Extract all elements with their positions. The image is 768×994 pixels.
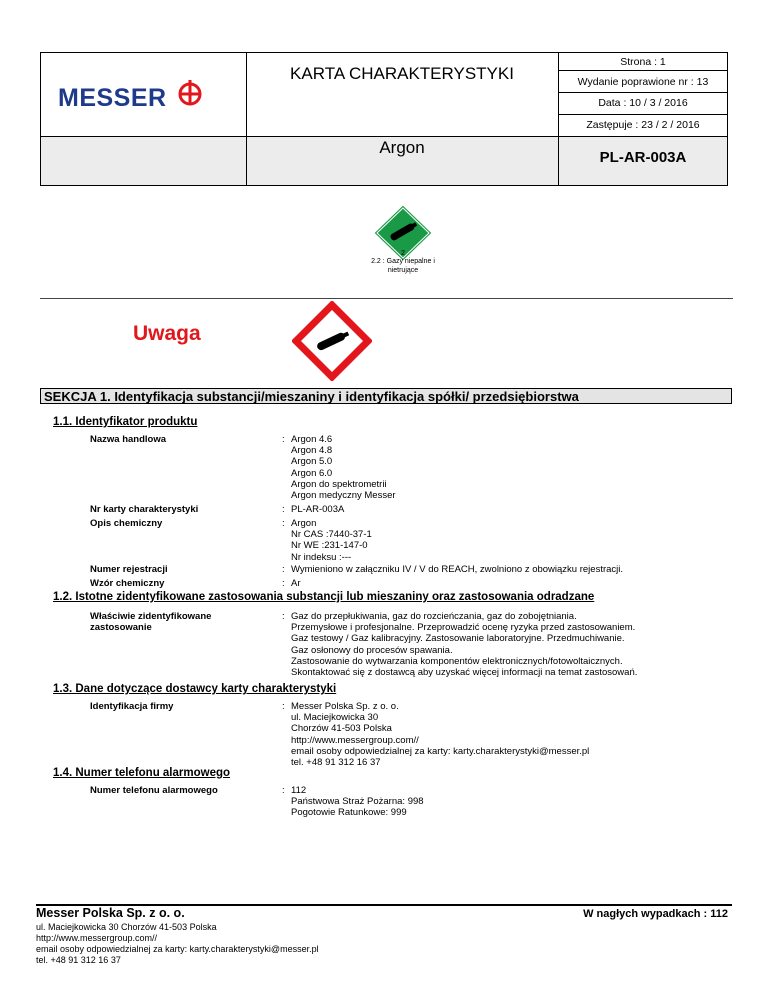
colon: : xyxy=(282,611,285,622)
list-item: Argon 6.0 xyxy=(291,467,333,479)
list-item: Nr indeksu :--- xyxy=(291,551,352,563)
footer-line: ul. Maciejkowicka 30 Chorzów 41-503 Polska xyxy=(36,922,217,932)
list-item: Argon 5.0 xyxy=(291,456,333,468)
gas-cylinder-diamond-icon xyxy=(369,204,437,262)
list-item: Przemysłowe i profesjonalne. Przeprowadzić ocenę ryzyka przed zastosowaniem. xyxy=(291,622,636,634)
section1-title: SEKCJA 1. Identyfikacja substancji/mieszaniny i identyfikacja spółki/ przedsiębiorstwa xyxy=(44,389,579,404)
page-number: Strona : 1 xyxy=(620,56,666,68)
logo-symbol-icon xyxy=(176,78,206,112)
list-item: tel. +48 91 312 16 37 xyxy=(291,757,381,769)
company-details xyxy=(291,701,589,768)
subsection-1-3-title: 1.3. Dane dotyczące dostawcy karty charakterystyki xyxy=(53,683,337,695)
pictogram-label-line1: 2.2 : Gazy niepalne i xyxy=(371,258,435,265)
colon: : xyxy=(282,701,285,712)
list-item: Gaz testowy / Gaz kalibracyjny. Zastosowanie laboratoryjne. Przedmuchiwanie. xyxy=(291,633,625,645)
list-item: Nr WE :231-147-0 xyxy=(291,540,368,552)
list-item: Chorzów 41-503 Polska xyxy=(291,723,392,735)
colon: : xyxy=(282,504,285,515)
registration-label: Numer rejestracji xyxy=(90,564,168,575)
colon: : xyxy=(282,785,285,796)
colon: : xyxy=(282,564,285,575)
document-title: KARTA CHARAKTERYSTYKI xyxy=(290,64,514,83)
phone-label: Numer telefonu alarmowego xyxy=(90,785,218,796)
header-divider-h-small2 xyxy=(558,92,728,93)
list-item: Pogotowie Ratunkowe: 999 xyxy=(291,807,407,819)
registration-value: Wymieniono w załączniku IV / V do REACH, zwolniono z obowiązku rejestracji. xyxy=(291,564,624,575)
chem-desc-list xyxy=(291,518,372,563)
replaces-date: Zastępuje : 23 / 2 / 2016 xyxy=(586,119,700,131)
subsection-1-1-title: 1.1. Identyfikator produktu xyxy=(53,416,198,428)
uses-label-line1: Właściwie zidentyfikowane xyxy=(90,611,212,622)
header-divider-h-left xyxy=(40,136,247,137)
pictogram-label-line2: nietrujące xyxy=(387,267,419,274)
colon: : xyxy=(282,434,285,445)
header-divider-h-small3 xyxy=(558,114,728,115)
formula-value: Ar xyxy=(291,578,301,589)
list-item: Argon 4.8 xyxy=(291,445,333,457)
trade-name-label: Nazwa handlowa xyxy=(90,434,167,445)
list-item: Państwowa Straż Pożarna: 998 xyxy=(291,796,424,808)
list-item: Argon 4.6 xyxy=(291,434,333,445)
footer-company: Messer Polska Sp. z o. o. xyxy=(36,906,185,920)
pictogram-label xyxy=(340,257,466,275)
phone-list xyxy=(291,785,424,819)
list-item: Nr CAS :7440-37-1 xyxy=(291,529,372,541)
logo-text: MESSER xyxy=(58,84,167,112)
formula-label: Wzór chemiczny xyxy=(90,578,165,589)
uses-label xyxy=(90,611,211,633)
uses-label-line2: zastosowanie xyxy=(90,622,152,633)
uses-list xyxy=(291,611,637,678)
list-item: Argon medyczny Messer xyxy=(291,490,396,502)
sds-number-label: Nr karty charakterystyki xyxy=(90,504,199,515)
footer-emergency: W nagłych wypadkach : 112 xyxy=(583,908,728,920)
separator-line xyxy=(40,298,733,299)
header-divider-h-small1 xyxy=(558,70,728,71)
subsection-1-2-title: 1.2. Istotne zidentyfikowane zastosowania substancji lub mieszaniny oraz zastosowania odradzane xyxy=(53,591,595,603)
footer-line: tel. +48 91 312 16 37 xyxy=(36,955,121,965)
revision-number: Wydanie poprawione nr : 13 xyxy=(577,76,709,88)
signal-word: Uwaga xyxy=(133,322,201,345)
subsection-1-4-title: 1.4. Numer telefonu alarmowego xyxy=(53,767,231,779)
list-item: 112 xyxy=(291,785,307,796)
colon: : xyxy=(282,518,285,529)
list-item: Gaz do przepłukiwania, gaz do rozcieńczania, gaz do zobojętniania. xyxy=(291,611,577,622)
diamond-number: 2 xyxy=(401,250,405,257)
list-item: email osoby odpowiedzialnej za karty: karty.charakterystyki@messer.pl xyxy=(291,745,590,757)
product-code: PL-AR-003A xyxy=(599,149,687,166)
sds-number: PL-AR-003A xyxy=(291,504,345,515)
list-item: http://www.messergroup.com// xyxy=(291,734,419,746)
chem-desc-label: Opis chemiczny xyxy=(90,518,163,529)
list-item: Zastosowanie do wytwarzania komponentów elektronicznych/fotowoltaicznych. xyxy=(291,655,623,667)
list-item: Gaz osłonowy do procesów spawania. xyxy=(291,644,453,656)
list-item: Argon xyxy=(291,518,317,529)
footer-address xyxy=(36,922,319,966)
list-item: Messer Polska Sp. z o. o. xyxy=(291,701,399,712)
colon: : xyxy=(282,578,285,589)
footer-line: email osoby odpowiedzialnej za karty: karty.charakterystyki@messer.pl xyxy=(36,944,319,954)
product-name: Argon xyxy=(379,138,425,157)
trade-name-list xyxy=(291,434,396,501)
gas-cylinder-ghs-icon xyxy=(292,301,372,381)
header-divider-h1 xyxy=(246,136,728,137)
list-item: Skontaktować się z dostawcą aby uzyskać więcej informacji na temat zastosowań. xyxy=(291,667,638,679)
company-label: Identyfikacja firmy xyxy=(90,701,174,712)
footer-line: http://www.messergroup.com// xyxy=(36,933,158,943)
messer-logo xyxy=(58,84,218,114)
list-item: ul. Maciejkowicka 30 xyxy=(291,712,379,724)
revision-date: Data : 10 / 3 / 2016 xyxy=(598,97,688,109)
list-item: Argon do spektrometrii xyxy=(291,478,387,490)
